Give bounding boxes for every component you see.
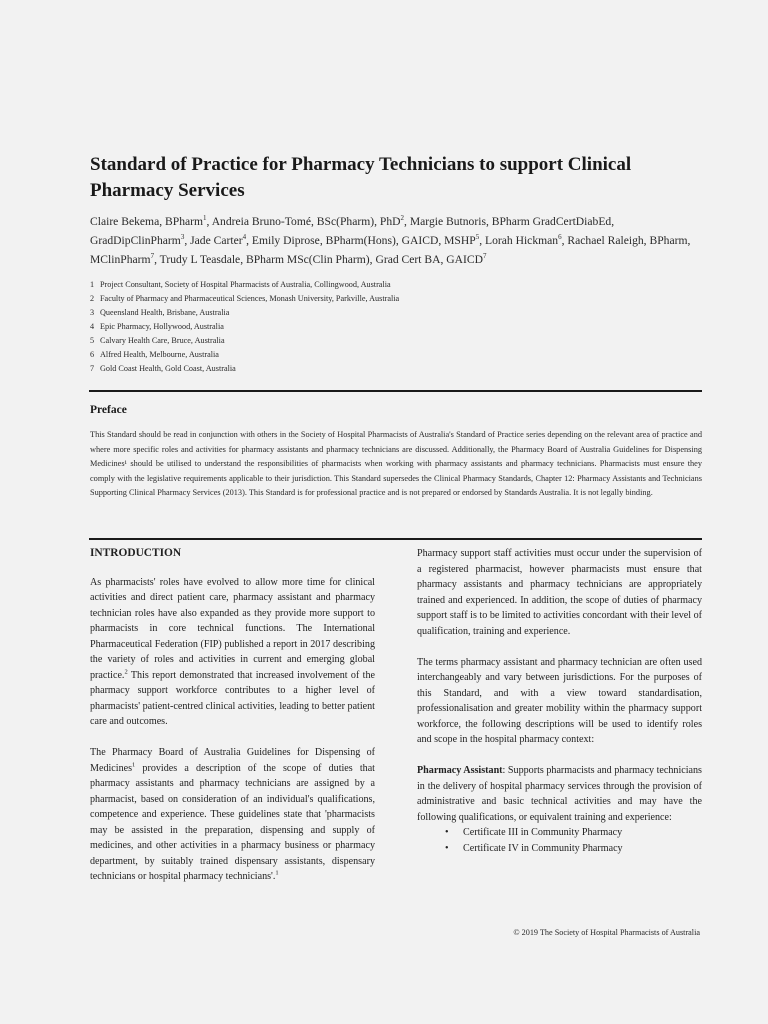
- author-name: Andreia Bruno-Tomé, BSc(Pharm), PhD: [211, 215, 401, 228]
- author-affiliation-number: 7: [483, 252, 487, 261]
- qualification-list: [417, 825, 702, 856]
- affiliation-text: Calvary Health Care, Bruce, Australia: [100, 336, 225, 345]
- author-affiliation-number: 7: [150, 252, 155, 261]
- author-name: Claire Bekema, BPharm: [90, 215, 204, 228]
- right-column: [417, 546, 702, 856]
- affiliation-text: Faculty of Pharmacy and Pharmaceutical Sciences, Monash University, Parkville, Australia: [100, 294, 400, 303]
- author-name: Rachael Raleigh, BPharm, MClinPharm: [90, 234, 691, 266]
- intro-paragraph-1: As pharmacists' roles have evolved to allow more time for clinical activities and direct patient care, pharmacy assistant and pharmacy technician roles have also expanded as they provide more support to pharmacists in core technical functions. The International Pharmaceutical Federation (FIP) published a report in 2017 describing the variety of roles and activities in current and emerging global practice.$^2$ This report demonstrated that increased involvement of the pharmacy support workforce contributes to a higher level of pharmacists' patient-centred clinical activities, leading to better patient care and outcomes.: [90, 576, 375, 727]
- introduction-heading: INTRODUCTION: [90, 547, 182, 559]
- preface-heading: Preface: [90, 404, 127, 416]
- author-name: Jade Carter: [190, 234, 243, 247]
- author-separator: ,: [404, 215, 410, 228]
- affiliation-number: 1: [90, 280, 95, 289]
- affiliation-item: [90, 348, 702, 362]
- author-affiliation-number: 5: [475, 233, 480, 242]
- author-name: Lorah Hickman: [485, 234, 559, 247]
- pharmacy-assistant-paragraph: Pharmacy Assistant: Supports pharmacists and pharmacy technicians in the delivery of hospital pharmacy services through the provision of administrative and basic technical activities and may have the following qualifications, or equivalent training and experience:: [417, 765, 702, 823]
- author-separator: ,: [154, 253, 160, 266]
- author-affiliation-number: 2: [400, 214, 405, 223]
- author-separator: ,: [206, 215, 212, 228]
- author-separator: ,: [184, 234, 191, 247]
- affiliation-text: Project Consultant, Society of Hospital Pharmacists of Australia, Collingwood, Australia: [100, 280, 391, 289]
- affiliation-number: 7: [90, 364, 95, 373]
- preface-text: This Standard should be read in conjunction with others in the Society of Hospital Pharmacists of Australia's Standard of Practice series depending on the relevant area of practice and where more specific roles and activities for pharmacy assistants and pharmacy technicians are discussed. Additionally, the Pharmacy Board of Australia Guidelines for Dispensing Medicines¹ should be utilised to understand the responsibilities of pharmacists when working with pharmacy assistants and pharmacy technicians. Pharmacists must ensure they comply with the legislative requirements applicable to their jurisdiction. This Standard supersedes the Clinical Pharmacy Standards, Chapter 12: Pharmacy Assistants and Technicians Supporting Clinical Pharmacy Services (2013). This Standard is for professional practice and is not prepared or endorsed by Standards Australia. It is not legally binding.: [90, 430, 702, 497]
- bullet-icon: •: [445, 827, 449, 838]
- left-column: [90, 546, 375, 900]
- author-affiliation-number: 6: [558, 233, 562, 242]
- divider-top: [89, 390, 702, 392]
- affiliation-item: [90, 320, 702, 334]
- supervision-paragraph: Pharmacy support staff activities must occur under the supervision of a registered pharmacist, however pharmacists must ensure that pharmacy assistants and pharmacy technicians are appropriately trained and experienced. In addition, the scope of duties of pharmacy support staff is to be limited to activities concordant with their level of qualification, training and experience.: [417, 548, 702, 637]
- affiliation-text: Epic Pharmacy, Hollywood, Australia: [100, 322, 224, 331]
- pharmacy-assistant-label: Pharmacy Assistant: [417, 765, 503, 776]
- affiliation-item: [90, 306, 702, 320]
- affiliation-number: 4: [90, 322, 95, 331]
- author-affiliation-number: 4: [242, 233, 247, 242]
- author-name: Trudy L Teasdale, BPharm MSc(Clin Pharm), Grad Cert BA, GAICD: [159, 253, 484, 266]
- affiliation-item: [90, 292, 702, 306]
- author-name: Emily Diprose, BPharm(Hons), GAICD, MSHP: [251, 234, 476, 247]
- bullet-icon: •: [445, 842, 449, 854]
- affiliation-text: Alfred Health, Melbourne, Australia: [100, 350, 219, 359]
- affiliation-text: Gold Coast Health, Gold Coast, Australia: [100, 364, 236, 373]
- terms-paragraph: The terms pharmacy assistant and pharmacy technician are often used interchangeably and vary between jurisdictions. For the purposes of this Standard, and with a view toward standardisation, professionalisation and greater mobility within the pharmacy support workforce, the following descriptions will be used to identify roles and scope in the hospital pharmacy context:: [417, 656, 702, 745]
- author-affiliation-number: 1: [203, 214, 207, 223]
- intro-paragraph-2: The Pharmacy Board of Australia Guidelines for Dispensing of Medicines$^1$ provides a description of the scope of duties that pharmacy assistants and pharmacy technicians are assigned by a pharmacist, based on consideration of an individual's qualifications, competence and experience. These guidelines state that 'pharmacists may be assisted in the preparation, dispensing and supply of medicines, and other activities in a pharmacy business or pharmacy department, by suitably trained dispensary assistants, dispensary technicians or hospital pharmacy technicians'.$^1$: [90, 747, 375, 882]
- author-affiliation-number: 3: [180, 233, 185, 242]
- page-title: Standard of Practice for Pharmacy Technicians to support Clinical Pharmacy Services: [90, 154, 632, 201]
- affiliation-item: [90, 334, 702, 348]
- divider-bottom: [89, 538, 702, 540]
- affiliation-item: [90, 362, 702, 376]
- affiliation-number: 5: [90, 336, 95, 345]
- copyright-footer: © 2019 The Society of Hospital Pharmacists of Australia: [513, 928, 700, 937]
- author-name: Margie Butnoris, BPharm GradCertDiabEd, GradDipClinPharm: [90, 215, 615, 247]
- affiliation-number: 3: [90, 308, 95, 317]
- author-separator: ,: [479, 234, 485, 247]
- author-list: [90, 212, 702, 269]
- author-separator: ,: [561, 234, 568, 247]
- affiliation-item: [90, 278, 702, 292]
- affiliation-text: Queensland Health, Brisbane, Australia: [100, 308, 230, 317]
- affiliation-number: 6: [90, 350, 95, 359]
- author-separator: ,: [246, 234, 252, 247]
- affiliation-number: 2: [90, 294, 95, 303]
- list-item: • Certificate III in Community Pharmacy: [463, 825, 702, 841]
- list-item: • Certificate IV in Community Pharmacy: [463, 841, 702, 857]
- affiliation-list: [90, 278, 702, 376]
